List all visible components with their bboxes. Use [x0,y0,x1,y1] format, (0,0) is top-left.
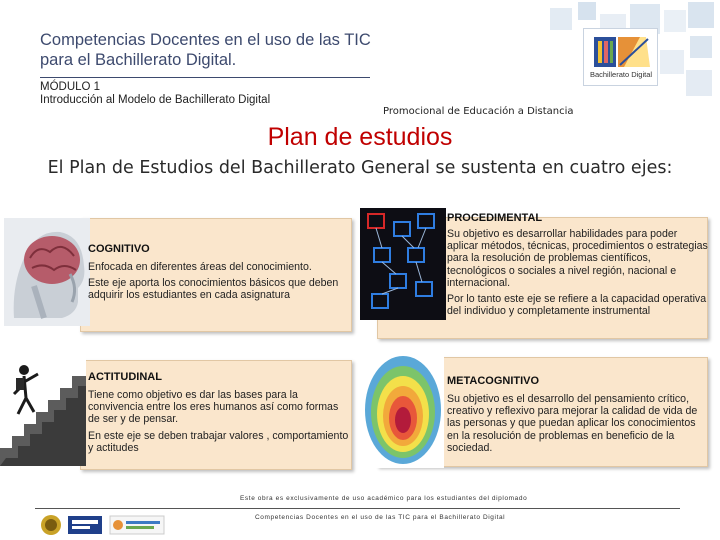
metacognitivo-text [447,375,709,454]
procedimental-p2: Por lo tanto este eje se refiere a la capacidad operativa del individuo y completamente instrumental [447,293,707,318]
page-subtitle: El Plan de Estudios del Bachillerato General se sustenta en cuatro ejes: [47,158,673,178]
actitudinal-text [88,371,350,454]
course-title [40,30,380,70]
footer-logos [40,512,170,538]
header-divider [40,77,370,78]
network-squares-icon [360,208,446,320]
puebla-logo [68,516,102,534]
actitudinal-p1: Tiene como objetivo es dar las bases para la convivencia entre los eres humanos así como formas de ser y de pensar. [88,389,339,426]
climber-stairs-icon [0,348,86,466]
metacognitivo-p1: Su objetivo es el desarrollo del pensamiento crítico, creativo y reflexivo para mejorar la calidad de vida de las personas y que puedan aplicar los conocimientos en la resolución de problemas en beneficio de la sociedad. [447,393,698,454]
concentric-target-icon [362,350,444,468]
actitudinal-p2: En este eje se deben trabajar valores , comportamiento y actitudes [88,429,349,454]
metacognitivo-title: METACOGNITIVO [447,375,540,387]
footer-note: Este obra es exclusivamente de uso académico para los estudiantes del diplomado [240,495,528,502]
procedimental-p1: Su objetivo es desarrollar habilidades para poder aplicar métodos, técnicas, procedimientos o estrategias para la resolución de problemas científicos, tecnológicos o sociales a nivel región, nacional e internacional. [447,228,708,289]
module-label [40,81,270,107]
promo-text: Promocional de Educación a Distancia [383,106,574,117]
cognitivo-text [88,243,350,302]
footer-course: Competencias Docentes en el uso de las TIC para el Bachillerato Digital [255,514,506,521]
brain-head-icon [4,218,90,326]
module-subtitle: Introducción al Modelo de Bachillerato Digital [40,94,271,106]
actitudinal-title: ACTITUDINAL [88,371,162,383]
procedimental-text [447,212,709,317]
footer-divider [35,508,680,509]
logo-caption: Bachillerato Digital [589,70,653,79]
course-title-line1: Competencias Docentes en el uso de las TIC [40,31,371,49]
page-title: Plan de estudios [267,123,453,151]
cognitivo-title: COGNITIVO [88,243,150,255]
bachillerato-digital-logo-icon [584,29,659,73]
procedimental-title: PROCEDIMENTAL [447,212,543,224]
cognitivo-p1: Enfocada en diferentes áreas del conocimiento. [88,261,312,273]
course-title-line2: para el Bachillerato Digital. [40,51,237,69]
cognitivo-p2: Este eje aporta los conocimientos básicos que deben adquirir los estudiantes en cada asignatura [88,277,339,302]
module-number: MÓDULO 1 [40,81,101,93]
